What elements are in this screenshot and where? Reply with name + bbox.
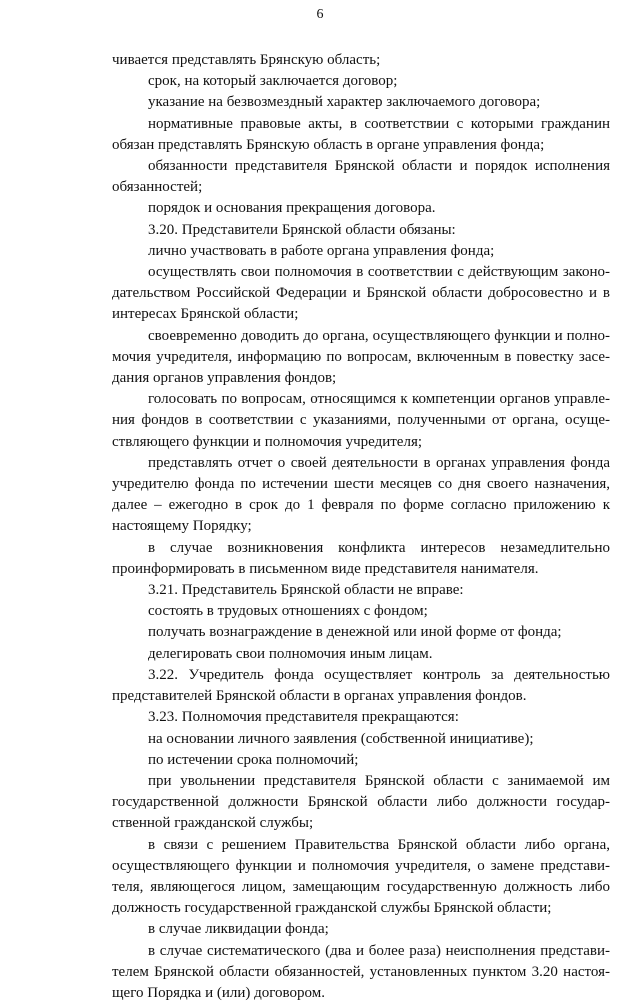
document-body — [112, 50, 610, 1004]
paragraph: осуществлять свои полномочия в соответствии с действующим законодательством Российской Федерации и Брянской области добросовестно и в интересах Брянской области; — [112, 264, 610, 323]
paragraph: в случае систематического (два и более раза) неисполнения представителем Брянской области обязанностей, установленных пунктом 3.20 настоящего Порядка и (или) договором. — [112, 942, 610, 1001]
paragraph: своевременно доводить до органа, осуществляющего функции и полномочия учредителя, информацию по вопросам, включенным в повестку заседания органов управления фондов; — [112, 327, 610, 387]
paragraph: срок, на который заключается договор; — [148, 73, 398, 90]
paragraph: указание на безвозмездный характер заключаемого договора; — [148, 94, 541, 111]
paragraph: состоять в трудовых отношениях с фондом; — [148, 603, 428, 620]
paragraph: чивается представлять Брянскую область; — [112, 52, 381, 68]
paragraph: в случае ликвидации фонда; — [148, 921, 329, 938]
paragraph: на основании личного заявления (собственной инициативе); — [148, 730, 534, 747]
paragraph: по истечении срока полномочий; — [148, 751, 359, 768]
paragraph: делегировать свои полномочия иным лицам. — [148, 645, 433, 662]
paragraph: обязанности представителя Брянской области и порядок исполнения обязанностей; — [112, 158, 610, 196]
page-number: 6 — [316, 7, 324, 22]
paragraph: в связи с решением Правительства Брянской области либо органа, осуществляющего функции и полномочия учредителя, о замене представителя, являющегося лицом, замещающим государственную должность либо должность государственной гражданской службы Брянской области; — [112, 836, 610, 917]
paragraph: лично участвовать в работе органа управления фонда; — [148, 242, 495, 259]
paragraph: голосовать по вопросам, относящимся к компетенции органов управления фондов в соответствии с указаниями, полученными от органа, осуществляющего функции и полномочия учредителя; — [112, 391, 610, 450]
paragraph: получать вознаграждение в денежной или иной форме от фонда; — [148, 624, 562, 641]
paragraph: нормативные правовые акты, в соответствии с которыми гражданин обязан представлять Брянскую область в органе управления фонда; — [112, 115, 610, 153]
paragraph: в случае возникновения конфликта интересов незамедлительно проинформировать в письменном виде представителя нанимателя. — [112, 539, 610, 577]
paragraph: порядок и основания прекращения договора. — [148, 200, 436, 217]
section-heading-3-21: 3.21. Представитель Брянской области не вправе: — [148, 582, 464, 599]
section-heading-3-23: 3.23. Полномочия представителя прекращаются: — [148, 709, 459, 726]
paragraph: при увольнении представителя Брянской области с занимаемой им государственной должности Брянской области либо должности государственной гражданской службы; — [112, 772, 610, 832]
section-heading-3-22: 3.22. Учредитель фонда осуществляет контроль за деятельностью представителей Брянской области в органах управления фондов. — [112, 666, 610, 705]
paragraph: представлять отчет о своей деятельности в органах управления фонда учредителю фонда по истечении шести месяцев со дня своего назначения, далее – ежегодно в срок до 1 февраля по форме согласно приложению к настоящему Порядку; — [112, 454, 610, 535]
section-heading-3-20: 3.20. Представители Брянской области обязаны: — [148, 221, 456, 238]
